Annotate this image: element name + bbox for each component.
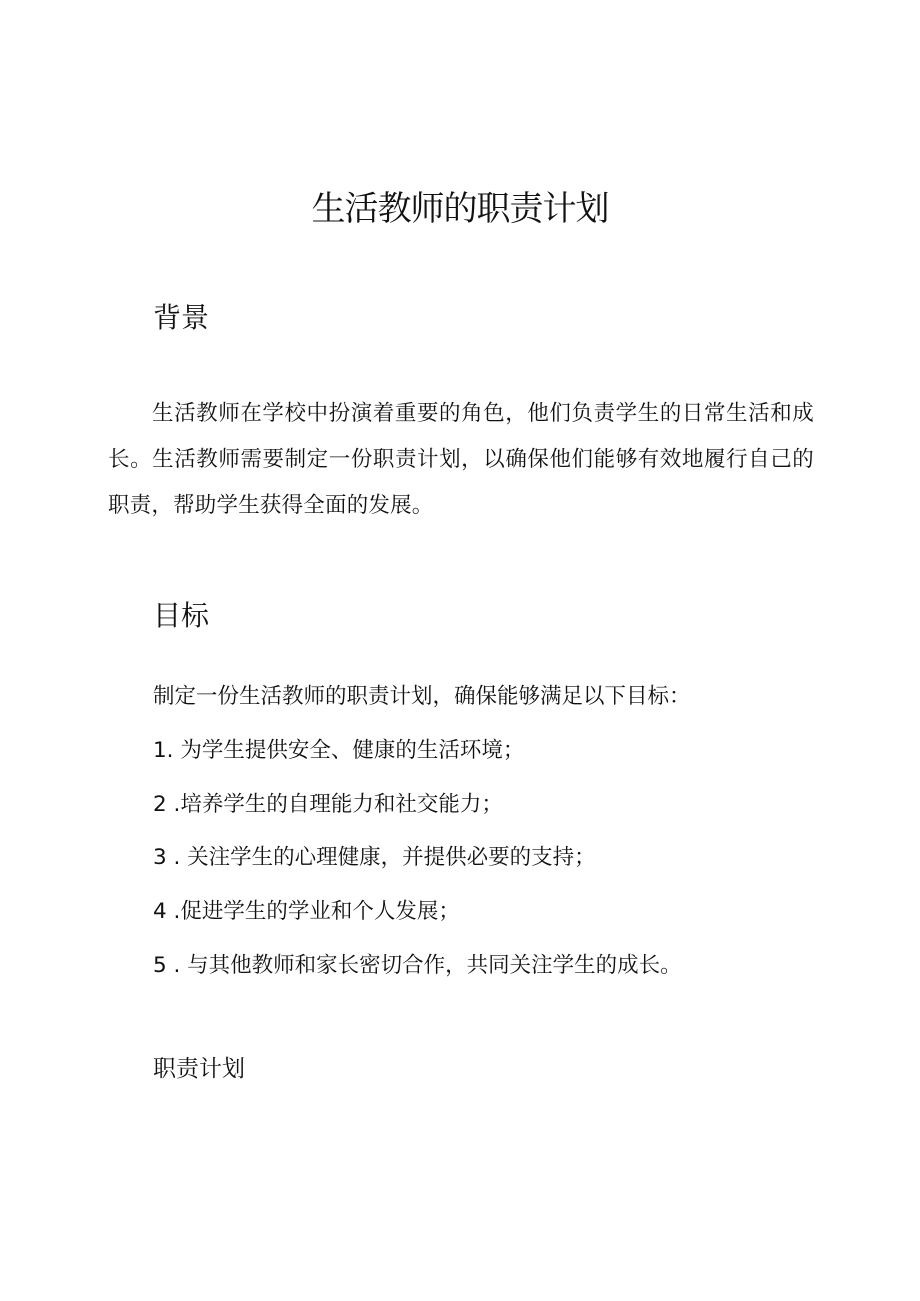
background-paragraph: 生活教师在学校中扮演着重要的角色，他们负责学生的日常生活和成长。生活教师需要制定一份职责计划，以确保他们能够有效地履行自己的职责，帮助学生获得全面的发展。 <box>108 401 814 518</box>
goal-item-2: 2 .培养学生的自理能力和社交能力； <box>153 792 503 817</box>
goal-item-5: 5 . 与其他教师和家长密切合作，共同关注学生的成长。 <box>153 953 682 978</box>
section-heading-plan: 职责计划 <box>153 1056 245 1082</box>
goals-intro: 制定一份生活教师的职责计划，确保能够满足以下目标： <box>153 684 691 709</box>
document-title: 生活教师的职责计划 <box>311 189 609 229</box>
goal-item-3: 3 . 关注学生的心理健康，并提供必要的支持； <box>153 845 596 870</box>
goal-item-4: 4 .促进学生的学业和个人发展； <box>153 899 460 924</box>
section-heading-goals: 目标 <box>153 599 210 632</box>
goal-item-1: 1. 为学生提供安全、健康的生活环境； <box>153 738 525 763</box>
section-heading-background: 背景 <box>153 301 210 334</box>
